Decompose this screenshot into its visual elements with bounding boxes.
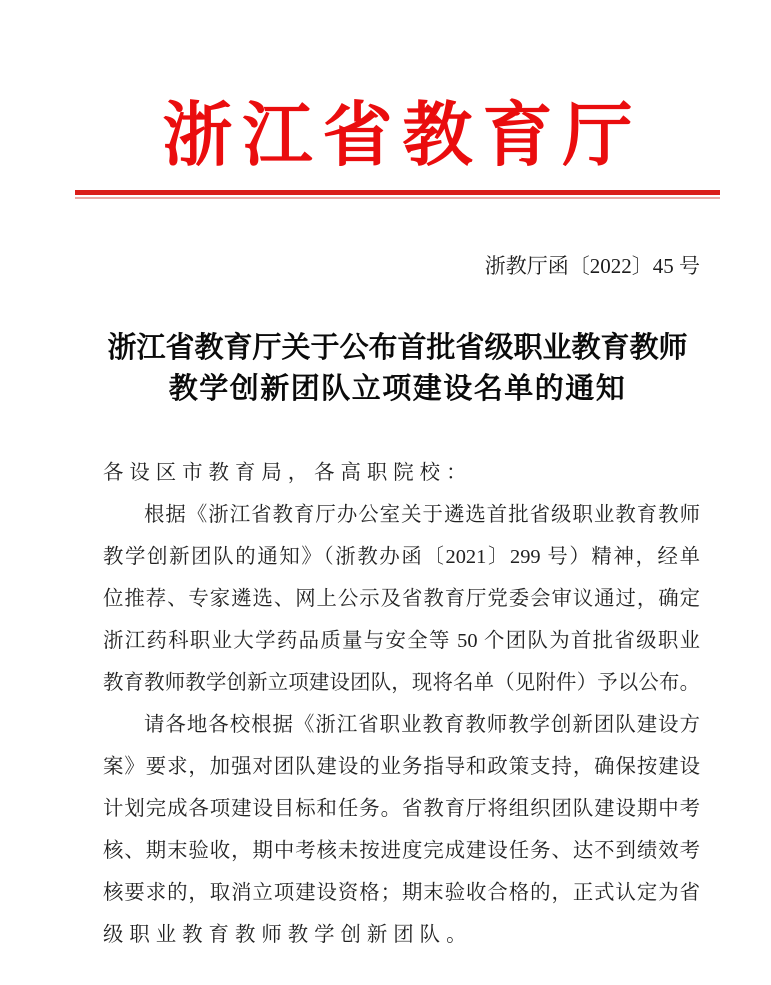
- page-content: [75, 98, 720, 956]
- notice-title: [75, 328, 720, 410]
- body-line: 位推荐、专家遴选、网上公示及省教育厅党委会审议通过，确定: [103, 588, 700, 610]
- notice-title-line2: 教学创新团队立项建设名单的通知: [168, 373, 627, 405]
- letterhead-org-name: 浙江省教育厅: [162, 98, 643, 175]
- body-line: 教学创新团队的通知》（浙教办函〔2021〕299 号）精神，经单: [103, 546, 700, 568]
- body-line: 浙江药科职业大学药品质量与安全等 50 个团队为首批省级职业: [103, 630, 700, 652]
- body-line: 教育教师教学创新立项建设团队，现将名单（见附件）予以公布。: [103, 672, 700, 694]
- body-line: 核、期末验收，期中考核未按进度完成建设任务、达不到绩效考: [103, 840, 700, 862]
- body-line: 计划完成各项建设目标和任务。省教育厅将组织团队建设期中考: [103, 798, 700, 820]
- body-line-last: 级职业教育教师教学创新团队。: [103, 924, 473, 946]
- document-number: 浙教厅函〔2022〕45 号: [484, 254, 700, 278]
- body-line: 请各地各校根据《浙江省职业教育教师教学创新团队建设方: [144, 714, 700, 736]
- body-line-salutation: 各设区市教育局，各高职院校：: [103, 462, 473, 484]
- notice-title-line1: 浙江省教育厅关于公布首批省级职业教育教师: [107, 332, 688, 364]
- notice-body: [75, 452, 720, 956]
- body-line: 核要求的，取消立项建设资格；期末验收合格的，正式认定为省: [103, 882, 700, 904]
- letterhead-rule-thin: [75, 197, 720, 199]
- letterhead-rule-thick: [75, 190, 720, 195]
- body-line: 根据《浙江省教育厅办公室关于遴选首批省级职业教育教师: [144, 504, 700, 526]
- body-line: 案》要求，加强对团队建设的业务指导和政策支持，确保按建设: [103, 756, 700, 778]
